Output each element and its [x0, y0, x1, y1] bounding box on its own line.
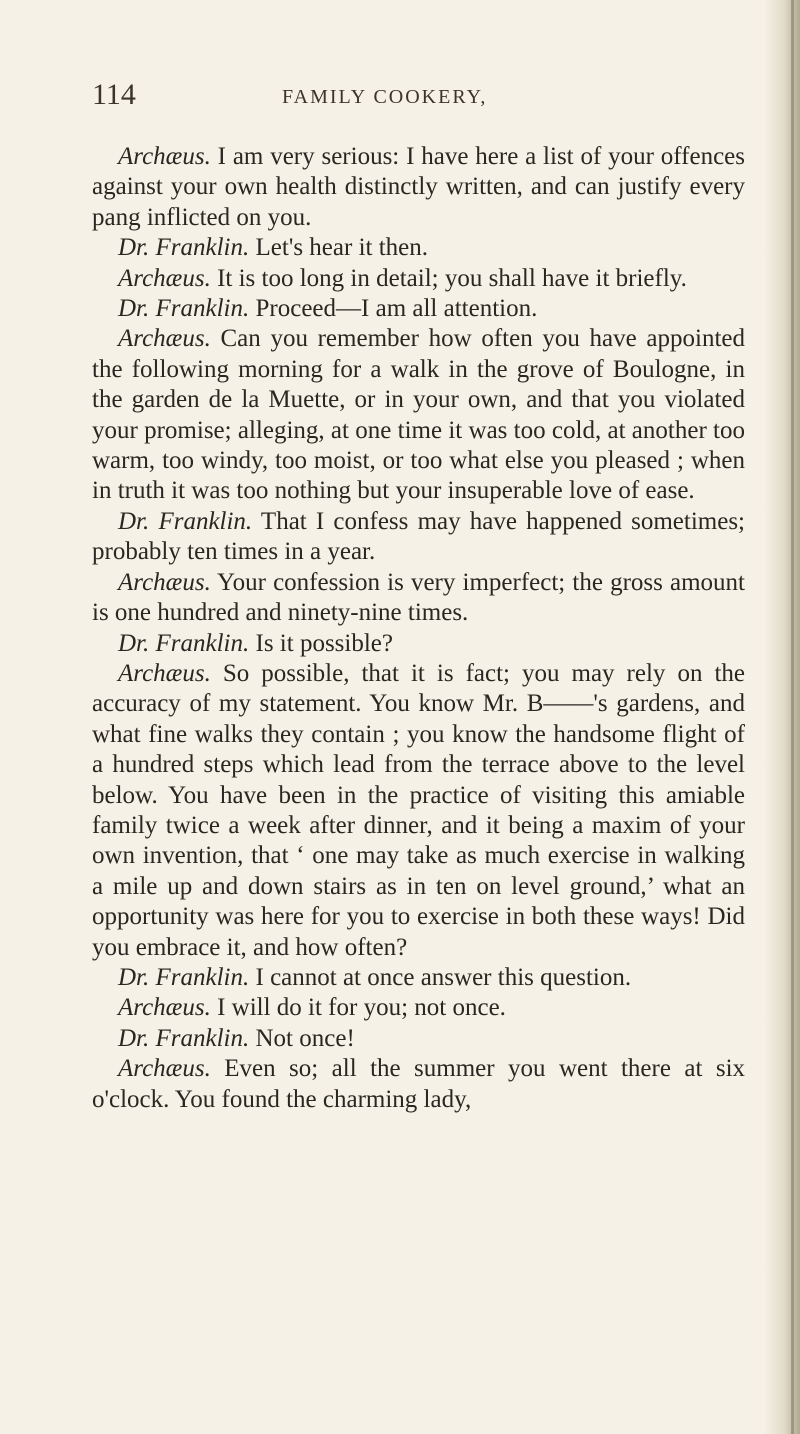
speaker-name: Dr. Franklin. [118, 963, 250, 991]
speech-text: Even so; all the summer you went there at six o'clock. You found the charming lady, [92, 1055, 746, 1113]
dialogue-line [92, 629, 745, 659]
speech-text: Proceed—I am all attention. [255, 295, 538, 323]
speech-text: I cannot at once answer this question. [255, 963, 632, 991]
speech-text: Not once! [255, 1024, 355, 1052]
dialogue-line [92, 1024, 745, 1054]
speech-text: Is it possible? [255, 629, 393, 657]
page-edge-line [791, 0, 794, 1434]
speech-text: That I confess may have happened sometimes; probably ten times in a year. [92, 507, 745, 566]
speech-text: Your confession is very imperfect; the gross amount is one hundred and ninety-nine times. [92, 568, 745, 627]
dialogue-line [92, 142, 745, 233]
speaker-name: Archæus. [118, 568, 211, 596]
dialogue-line [92, 324, 745, 506]
speech-text: So possible, that it is fact; you may rely on the accuracy of my statement. You know Mr. B——'s gardens, and what fine walks they contain ; you know the handsome flight of a hundred steps which lead from the terrace above to the level below. You have been in the practice of visiting this amiable family twice a week after dinner, and it being a maxim of your own invention, that ‘ one may take as much exercise in walking a mile up and down stairs as in ten on level ground,’ what an opportunity was here for you to exercise in both these ways! Did you embrace it, and how often? [92, 659, 745, 961]
dialogue-line [92, 1054, 745, 1115]
dialogue-line [92, 294, 745, 324]
speaker-name: Archæus. [118, 994, 211, 1022]
page-header [92, 78, 692, 118]
dialogue-line [92, 264, 745, 294]
speaker-name: Dr. Franklin. [118, 295, 250, 323]
speaker-name: Dr. Franklin. [118, 1024, 250, 1052]
dialogue-line [92, 659, 745, 963]
speaker-name: Archæus. [118, 659, 211, 687]
running-head: FAMILY COOKERY, [282, 86, 488, 108]
dialogue-line [92, 993, 745, 1023]
speaker-name: Dr. Franklin. [118, 234, 250, 262]
speech-text: It is too long in detail; you shall have it briefly. [217, 264, 687, 292]
speech-text: Let's hear it then. [255, 234, 428, 262]
dialogue-line [92, 507, 745, 568]
page-number: 114 [92, 78, 136, 111]
speaker-name: Dr. Franklin. [118, 629, 250, 657]
speaker-name: Archæus. [118, 264, 211, 292]
speech-text: I will do it for you; not once. [217, 994, 506, 1022]
speech-text: Can you remember how often you have appointed the following morning for a walk in the grove of Boulogne, in the garden de la Muette, or in your own, and that you violated your promise; alleging, at one time it was too cold, at another too warm, too windy, too moist, or too what else you pleased ; when in truth it was too nothing but your insuperable love of ease. [92, 325, 745, 505]
speech-text: I am very serious: I have here a list of your offences against your own health distinctly written, and can justify every pang inflicted on you. [92, 143, 746, 231]
speaker-name: Archæus. [118, 325, 211, 353]
dialogue-line [92, 963, 745, 993]
page-edge-shadow [764, 0, 800, 1434]
speaker-name: Archæus. [118, 1055, 211, 1083]
dialogue-line [92, 233, 745, 263]
dialogue-line [92, 568, 745, 629]
speaker-name: Archæus. [118, 143, 211, 170]
speaker-name: Dr. Franklin. [118, 507, 253, 535]
dialogue-body [92, 142, 745, 1115]
